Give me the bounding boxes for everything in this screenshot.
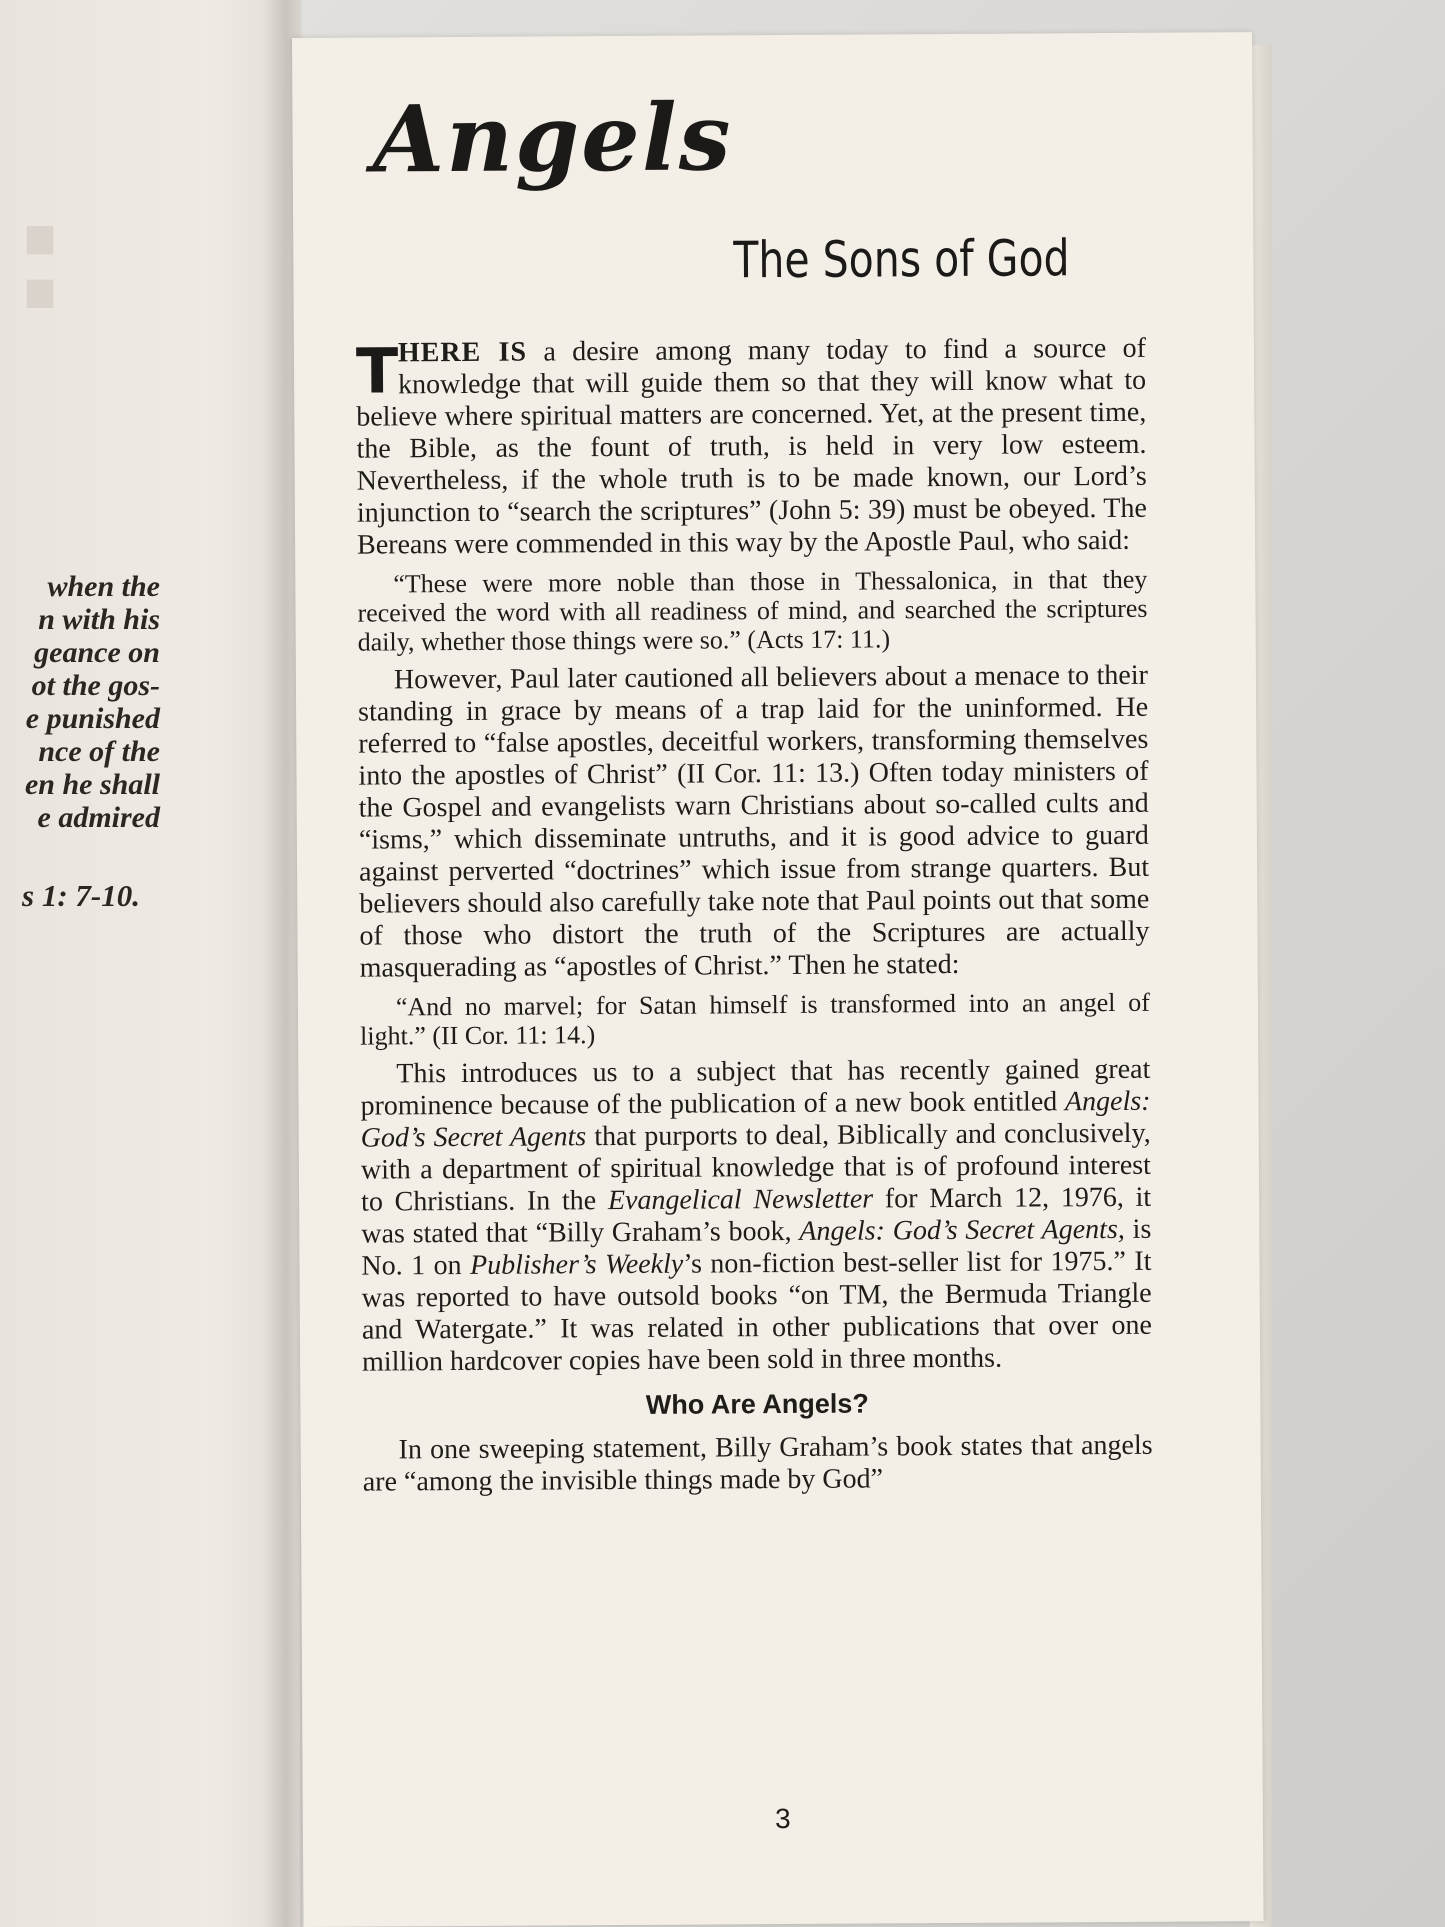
left-line: when the — [47, 570, 160, 603]
book-title: Angels: God’s Secret Agents — [360, 1085, 1151, 1154]
left-page-bleed-through: : — [10, 170, 70, 344]
right-page — [292, 32, 1264, 1927]
section-heading: Who Are Angels? — [645, 1388, 869, 1420]
page-number: 3 — [774, 1802, 791, 1835]
left-line: geance on — [34, 636, 160, 669]
lead-words: HERE IS — [397, 336, 528, 369]
left-line: e admired — [37, 801, 160, 834]
page-subtitle: The Sons of God — [733, 229, 1070, 290]
text-span: for March 12, 1976, it was stated that “Billy Graham’s book, — [361, 1181, 1152, 1250]
left-line: e punished — [25, 702, 160, 735]
page-title: Angels — [372, 83, 733, 194]
text-span: This introduces us to a subject that has recently gained great prominence because of the publication of a new book entitled — [360, 1053, 1151, 1122]
left-page-text — [0, 570, 160, 834]
paragraph-angels: In one sweeping statement, Billy Graham’s book states that angels are “among the invisible things made by God” — [362, 1429, 1153, 1498]
paragraph-intro — [356, 333, 1147, 562]
article-body — [356, 333, 1153, 1507]
paragraph-book — [360, 1054, 1152, 1379]
publication-title: Publisher’s Weekly — [469, 1248, 684, 1281]
book-title: Angels: God’s Secret Agents, — [799, 1213, 1125, 1247]
quote-corinthians: “And no marvel; for Satan himself is transformed into an angel of light.” (II Cor. 11: 14.) — [360, 987, 1150, 1051]
quote-acts: “These were more noble than those in Thessalonica, in that they received the word with all readiness of mind, and searched the scriptures daily, whether those things were so.” (Acts 17: 11.) — [357, 564, 1148, 657]
text-span: is No. 1 on — [361, 1213, 1152, 1282]
drop-cap: T — [355, 334, 399, 408]
paragraph-warning: However, Paul later cautioned all believers about a menace to their standing in grace by means of a trap laid for the uninformed. He referred to “false apostles, deceitful workers, transforming themselves into the apostles of Christ” (II Cor. 11: 13.) Often today ministers of the Gospel and evangelists warn Christians about so-called cults and “isms,” which disseminate untruths, and it is good advice to guard against perverted “doctrines” which issue from strange quarters. But believers should also carefully take note that Paul points out that some of those who distort the truth of the Scriptures are actually masquerading as “apostles of Christ.” Then he stated: — [358, 659, 1150, 984]
left-line: en he shall — [24, 768, 160, 801]
newsletter-title: Evangelical Newsletter — [607, 1183, 874, 1217]
left-line: ot the gos- — [31, 669, 160, 702]
paragraph-text: a desire among many today to find a source of knowledge that will guide them so that they will know what to believe where spiritual matters are concerned. Yet, at the present time, the Bible, as the fount of truth, is held in very low esteem. Nevertheless, if the whole truth is to be made known, our Lord’s injunction to “search the scriptures” (John 5: 39) must be obeyed. The Bereans were commended in this way by the Apostle Paul, who said: — [356, 332, 1147, 561]
text-span: that purports to deal, Biblically and conclusively, with a department of spiritual knowledge that is of profound interest to Christians. In the — [360, 1117, 1151, 1218]
left-page — [0, 0, 300, 1927]
left-line: n with his — [38, 603, 160, 636]
left-page-reference: s 1: 7-10. — [22, 878, 140, 913]
text-span: ’s non-fiction best-seller list for 1975.” It was reported to have outsold books “on TM, the Bermuda Triangle and Watergate.” It was related in other publications that over one million hardcover copies have been sold in three months. — [361, 1245, 1152, 1378]
left-line: nce of the — [38, 735, 160, 768]
